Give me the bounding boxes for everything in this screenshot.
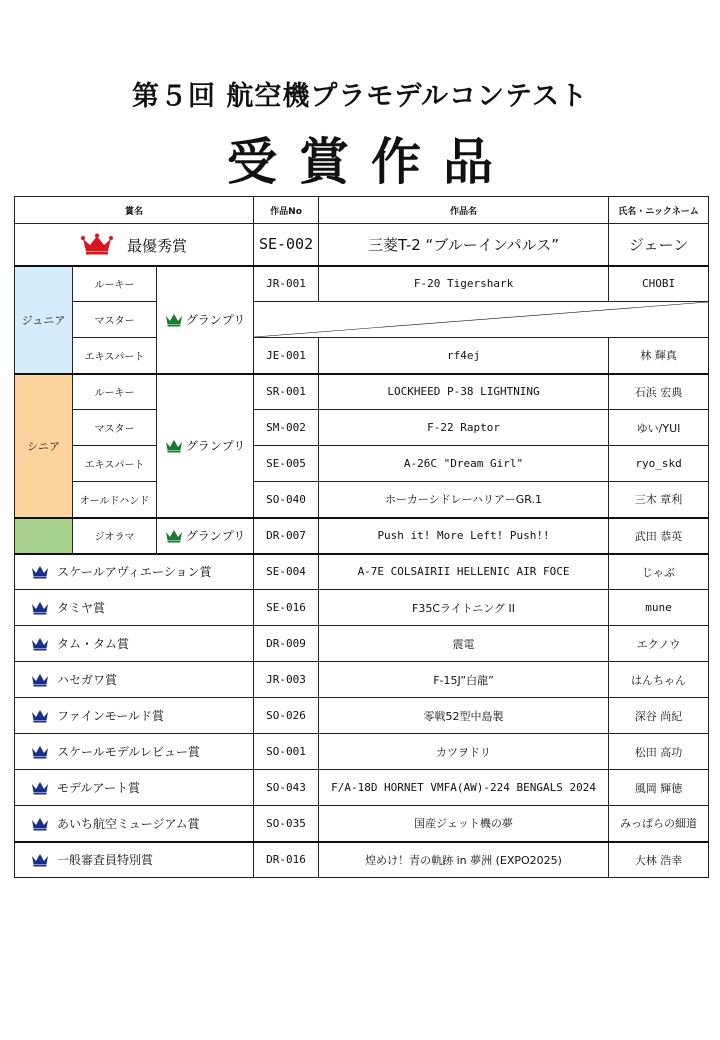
work-title: F35Cライトニング II [319,590,609,626]
table-row [15,806,709,842]
table-row [15,734,709,770]
table-row [15,302,709,338]
col-no: 作品No [254,197,319,224]
class-label: マスター [73,302,157,338]
table-row [15,770,709,806]
red-crown-icon [81,233,113,255]
table-row [15,698,709,734]
award-cell [15,662,254,698]
entrant-name: 林 輝真 [609,338,709,374]
blue-crown-icon [31,853,49,867]
table-row [15,410,709,446]
work-no: SO-043 [254,770,319,806]
grandprix-label: グランプリ [185,439,246,453]
table-row [15,626,709,662]
work-title: F-15J”白龍” [319,662,609,698]
entrant-name: 武田 恭英 [609,518,709,554]
entrant-name: 深谷 尚紀 [609,698,709,734]
award-cell [15,842,254,878]
table-row [15,374,709,410]
award-label: スケールモデルレビュー賞 [57,745,200,759]
work-title: 煌めけ！青の軌跡 in 夢洲 (EXPO2025) [319,842,609,878]
blue-crown-icon [31,781,49,795]
entrant-name: ryo_skd [609,446,709,482]
work-no: SO-026 [254,698,319,734]
award-cell [15,770,254,806]
header-row [15,197,709,224]
blue-crown-icon [31,745,49,759]
award-label: ファインモールド賞 [57,709,165,723]
top-name: ジェーン [609,224,709,266]
top-award-label: 最優秀賞 [127,236,188,255]
table-row [15,266,709,302]
entrant-name: エクノウ [609,626,709,662]
work-no: SE-005 [254,446,319,482]
class-label: エキスパート [73,338,157,374]
work-title: Push it! More Left! Push!! [319,518,609,554]
work-title: F/A-18D HORNET VMFA(AW)-224 BENGALS 2024 [319,770,609,806]
work-no: DR-009 [254,626,319,662]
table-row [15,842,709,878]
top-award-row [15,224,709,266]
award-cell [15,626,254,662]
work-no: JR-003 [254,662,319,698]
diagonal-line [254,302,708,337]
entrant-name: じゃぶ [609,554,709,590]
col-name: 氏名・ニックネーム [609,197,709,224]
work-no: JE-001 [254,338,319,374]
diorama-grandprix [157,518,254,554]
green-crown-icon [165,529,183,543]
award-label: あいち航空ミュージアム賞 [57,816,200,831]
table-row [15,338,709,374]
junior-grandprix [157,266,254,374]
senior-grandprix [157,374,254,518]
contest-title: 第５回 航空機プラモデルコンテスト [132,81,588,112]
table-row [15,518,709,554]
award-cell [15,734,254,770]
work-title: カツヲドリ [319,734,609,770]
entrant-name: はんちゃん [609,662,709,698]
col-award: 賞名 [15,197,254,224]
entrant-name: 石浜 宏典 [609,374,709,410]
sponsor-awards [15,554,709,842]
diorama-swatch [15,518,73,554]
entrant-name: 風岡 輝徳 [609,770,709,806]
work-no: DR-016 [254,842,319,878]
blue-crown-icon [31,817,49,831]
work-no: SO-001 [254,734,319,770]
work-no: SE-004 [254,554,319,590]
award-label: タム・タム賞 [57,637,130,651]
work-no: SR-001 [254,374,319,410]
blue-crown-icon [31,565,49,579]
work-title: 零戦52型中島製 [319,698,609,734]
work-title: F-22 Raptor [319,410,609,446]
work-no: SO-035 [254,806,319,842]
work-title: F-20 Tigershark [319,266,609,302]
top-title: 三菱T-2 “ブルーインパルス” [319,224,609,266]
work-no: JR-001 [254,266,319,302]
entrant-name: ゆい/YUI [609,410,709,446]
senior-category: シニア [15,374,73,518]
work-title: 震電 [319,626,609,662]
award-cell [15,590,254,626]
award-cell [15,554,254,590]
class-label: マスター [73,410,157,446]
work-title: ホーカーシドレーハリアーGR.1 [319,482,609,518]
award-label: タミヤ賞 [57,601,106,615]
top-no: SE-002 [254,224,319,266]
award-label: モデルアート賞 [57,781,141,795]
award-label: 一般審査員特別賞 [57,853,154,868]
entrant-name: CHOBI [609,266,709,302]
green-crown-icon [165,313,183,327]
table-row [15,590,709,626]
work-no: SM-002 [254,410,319,446]
work-title: rf4ej [319,338,609,374]
blue-crown-icon [31,637,49,651]
class-label: ルーキー [73,266,157,302]
award-cell [15,698,254,734]
class-label: ルーキー [73,374,157,410]
blue-crown-icon [31,673,49,687]
entrant-name: 三木 章利 [609,482,709,518]
table-row [15,662,709,698]
work-title: 国産ジェット機の夢 [319,806,609,842]
entrant-name: 大林 浩幸 [609,842,709,878]
grandprix-label: グランプリ [185,313,246,327]
green-crown-icon [165,439,183,453]
award-label: ハセガワ賞 [57,673,118,687]
entrant-name: mune [609,590,709,626]
entrant-name: 松田 高功 [609,734,709,770]
junior-category: ジュニア [15,266,73,374]
col-title: 作品名 [319,197,609,224]
work-title: A-26C "Dream Girl" [319,446,609,482]
class-label: ジオラマ [73,518,157,554]
class-label: オールドハンド [73,482,157,518]
top-award-cell [15,224,254,266]
table-row [15,482,709,518]
class-label: エキスパート [73,446,157,482]
results-table [14,196,709,878]
table-row [15,446,709,482]
work-title: LOCKHEED P-38 LIGHTNING [319,374,609,410]
work-no: SE-016 [254,590,319,626]
work-title: A-7E COLSAIRII HELLENIC AIR FOCE [319,554,609,590]
award-label: スケールアヴィエーション賞 [57,565,212,580]
no-entry-cell [254,302,709,338]
blue-crown-icon [31,601,49,615]
entrant-name: みっぱらの細道 [609,806,709,842]
award-cell [15,806,254,842]
work-no: DR-007 [254,518,319,554]
grandprix-label: グランプリ [185,529,246,543]
table-row [15,554,709,590]
blue-crown-icon [31,709,49,723]
page-title: 受賞作品 [227,133,515,191]
work-no: SO-040 [254,482,319,518]
